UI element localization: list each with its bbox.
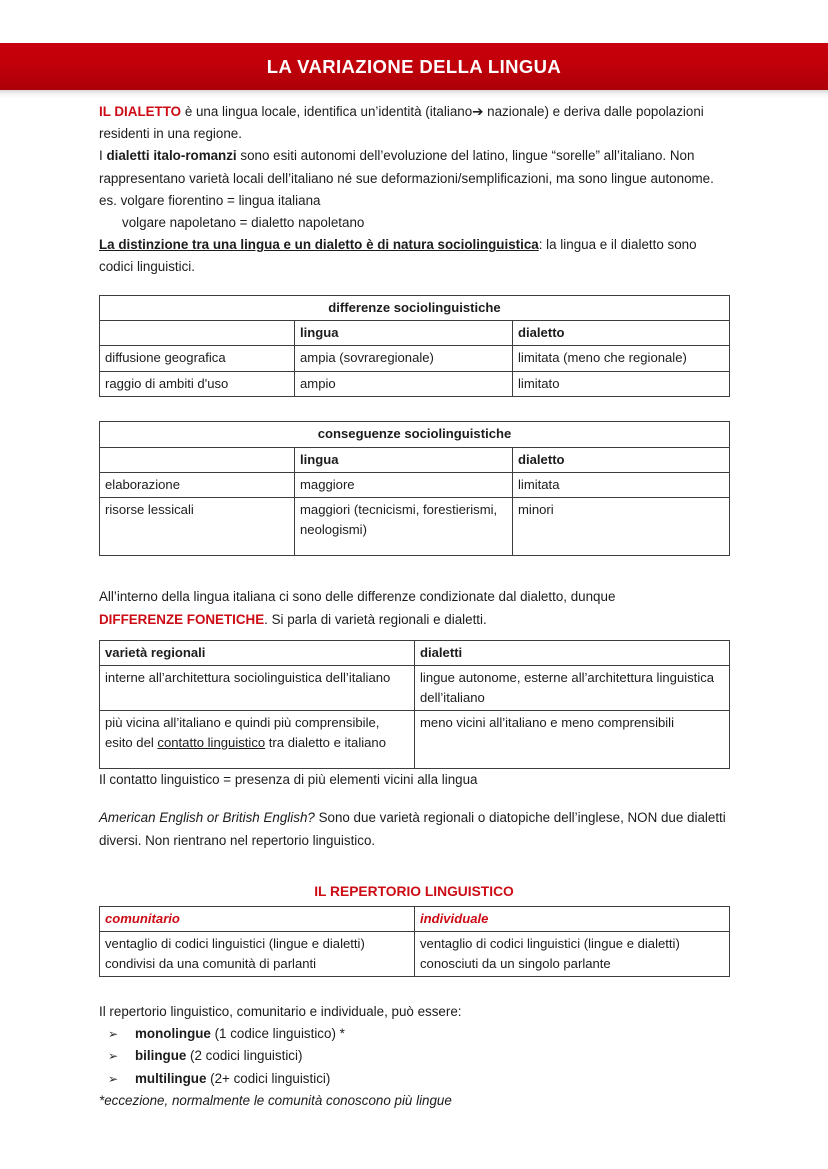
document-body (99, 101, 729, 1112)
cell-varieta-r0-right: lingue autonome, esterne all’architettura linguistica dell’italiano (415, 666, 730, 711)
table-header-row (100, 640, 730, 665)
list-item (99, 1068, 729, 1090)
cell-conseguenze-r0-c2: limitata (513, 473, 730, 498)
dialetto-definition-tail: nazionale) e deriva dalle popolazioni residenti in una regione. (99, 104, 704, 142)
cell-conseguenze-r1-c1: maggiori (tecnicismi, forestierismi, neologismi) (295, 498, 513, 556)
cell-varieta-r1-right: meno vicini all’italiano e meno comprensibili (415, 711, 730, 769)
table-conseguenze-col-1: lingua (295, 447, 513, 472)
table-differenze-sociolinguistiche (99, 295, 730, 398)
american-british-explanation: Sono due varietà regionali o diatopiche dell’inglese, NON due dialetti diversi. Non rientrano nel repertorio linguistico. (99, 810, 726, 848)
table-varieta-regionali-dialetti (99, 640, 730, 769)
differenze-fonetiche-tail: . Si parla di varietà regionali e dialetti. (264, 611, 487, 627)
table-header-row (100, 447, 730, 472)
table-differenze-title: differenze sociolinguistiche (100, 295, 730, 320)
cell-differenze-r0-c2: limitata (meno che regionale) (513, 346, 730, 371)
dialetti-prefix: I (99, 148, 107, 164)
table-row (100, 666, 730, 711)
banner-drop-shadow (0, 90, 828, 99)
table-row (100, 498, 730, 556)
table-row (100, 473, 730, 498)
table-differenze-col-0 (100, 321, 295, 346)
table-differenze-col-1: lingua (295, 321, 513, 346)
cell-differenze-r1-c0: raggio di ambiti d'uso (100, 371, 295, 396)
statement-distinzione-sociolinguistica: La distinzione tra una lingua e un dialetto è di natura sociolinguistica (99, 237, 539, 253)
table-row (100, 346, 730, 371)
table-row (100, 371, 730, 396)
right-arrow-icon: ➔ (472, 104, 484, 119)
distinzione-tail: : la lingua e il dialetto sono codici linguistici. (99, 237, 697, 275)
table-title-row (100, 422, 730, 447)
table-conseguenze-sociolinguistiche (99, 421, 730, 556)
cell-differenze-r0-c1: ampia (sovraregionale) (295, 346, 513, 371)
bullet-2-term: multilingue (135, 1070, 207, 1086)
bullet-1-term: bilingue (135, 1048, 187, 1064)
term-dialetti-italo-romanzi: dialetti italo-romanzi (106, 148, 237, 164)
list-item (99, 1045, 729, 1067)
table-repertorio-col-1 (415, 906, 730, 931)
section-heading-repertorio-linguistico: IL REPERTORIO LINGUISTICO (314, 883, 514, 899)
cell-differenze-r1-c1: ampio (295, 371, 513, 396)
arrow-bullet-icon: ➢ (108, 1071, 119, 1086)
cell-repertorio-r0-right: ventaglio di codici linguistici (lingue e dialetti) conosciuti da un singolo parlante (415, 932, 730, 977)
table-varieta-col-1: dialetti (415, 640, 730, 665)
dialetti-body-text: sono esiti autonomi dell’evoluzione del latino, lingue “sorelle” all’italiano. Non rappresentano varietà locali dell’italiano né sue deformazioni/semplificazioni, ma sono lingue autonome. (99, 148, 714, 186)
cell-conseguenze-r0-c0: elaborazione (100, 473, 295, 498)
example-line-fiorentino: es. volgare fiorentino = lingua italiana (99, 192, 321, 208)
question-american-or-british: American English or British English? (99, 810, 315, 826)
term-differenze-fonetiche: DIFFERENZE FONETICHE (99, 611, 265, 627)
label-comunitario: comunitario (105, 910, 180, 926)
page-title: LA VARIAZIONE DELLA LINGUA (266, 55, 562, 77)
paragraph-dialetti-italo-romanzi (99, 145, 729, 189)
table-conseguenze-col-2: dialetto (513, 447, 730, 472)
table-header-row (100, 906, 730, 931)
table-differenze-col-2: dialetto (513, 321, 730, 346)
bullet-0-term: monolingue (135, 1026, 211, 1042)
arrow-bullet-icon: ➢ (108, 1027, 119, 1042)
paragraph-repertorio-lead: Il repertorio linguistico, comunitario e individuale, può essere: (99, 1003, 462, 1019)
table-repertorio-linguistico (99, 906, 730, 977)
list-tipi-repertorio (99, 1023, 729, 1090)
paragraph-dialetto-definition (99, 101, 729, 145)
arrow-bullet-icon: ➢ (108, 1049, 119, 1064)
footnote-eccezione: *eccezione, normalmente le comunità conoscono più lingue (99, 1092, 452, 1108)
term-il-dialetto: IL DIALETTO (99, 104, 182, 119)
list-item (99, 1023, 729, 1045)
cell-varieta-r0-left: interne all’architettura sociolinguistica dell’italiano (100, 666, 415, 711)
table-row (100, 711, 730, 769)
term-contatto-linguistico: contatto linguistico (157, 734, 266, 750)
paragraph-american-british-english (99, 807, 729, 851)
table-repertorio-col-0 (100, 906, 415, 931)
cell-repertorio-r0-left: ventaglio di codici linguistici (lingue e dialetti) condivisi da una comunità di parlanti (100, 932, 415, 977)
paragraph-contatto-linguistico-definition: Il contatto linguistico = presenza di più elementi vicini alla lingua (99, 772, 478, 788)
varieta-r1-left-pre: più vicina all’italiano e quindi più comprensibile, esito del (105, 715, 380, 750)
table-varieta-col-0: varietà regionali (100, 640, 415, 665)
bullet-1-rest: (2 codici linguistici) (186, 1048, 303, 1064)
cell-differenze-r0-c0: diffusione geografica (100, 346, 295, 371)
dialetto-definition-text: è una lingua locale, identifica un’identità (italiano (181, 104, 473, 119)
label-individuale: individuale (420, 910, 489, 926)
table-header-row (100, 321, 730, 346)
bullet-0-rest: (1 codice linguistico) * (210, 1026, 345, 1042)
paragraph-differenze-fonetiche (99, 609, 729, 631)
cell-conseguenze-r1-c0: risorse lessicali (100, 498, 295, 556)
table-row (100, 932, 730, 977)
cell-conseguenze-r1-c2: minori (513, 498, 730, 556)
table-conseguenze-title: conseguenze sociolinguistiche (100, 422, 730, 447)
table-conseguenze-col-0 (100, 447, 295, 472)
cell-varieta-r1-left (100, 711, 415, 769)
paragraph-differenze-intro: All’interno della lingua italiana ci sono delle differenze condizionate dal dialetto, dunque (99, 589, 616, 605)
varieta-r1-left-post: tra dialetto e italiano (265, 734, 386, 750)
bullet-2-rest: (2+ codici linguistici) (206, 1070, 331, 1086)
paragraph-distinzione (99, 234, 729, 278)
page-header-banner (0, 43, 828, 90)
cell-differenze-r1-c2: limitato (513, 371, 730, 396)
table-title-row (100, 295, 730, 320)
example-line-napoletano: volgare napoletano = dialetto napoletano (122, 215, 365, 231)
cell-conseguenze-r0-c1: maggiore (295, 473, 513, 498)
